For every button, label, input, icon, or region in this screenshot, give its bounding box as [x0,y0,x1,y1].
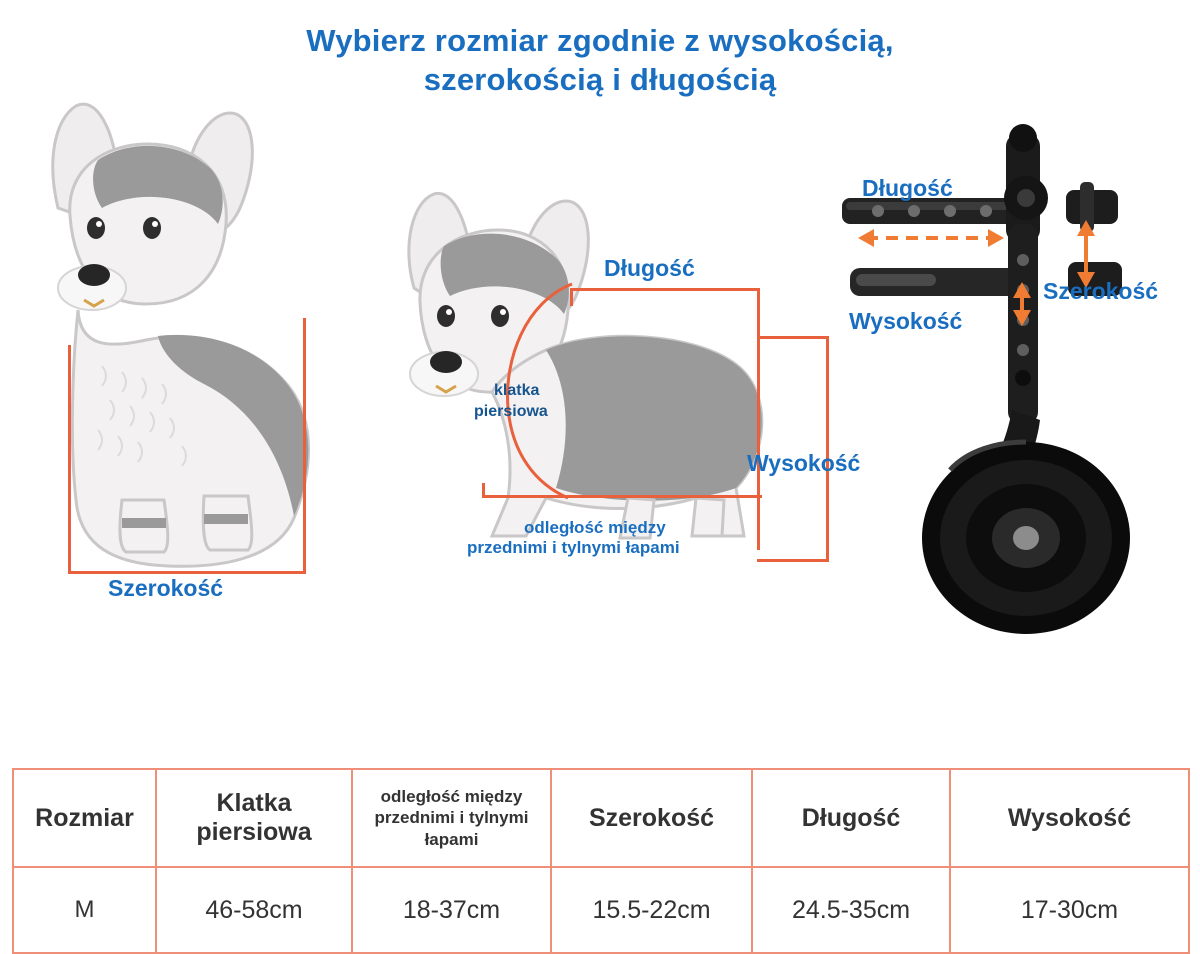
side-chest-label-line1: klatka [494,382,540,399]
paw-distance-line [482,495,762,498]
table-header-row [13,769,1189,867]
table-header-rozmiar: Rozmiar [13,769,156,867]
table-header-wysokosc: Wysokość [950,769,1189,867]
cell-szerokosc: 15.5-22cm [551,867,752,953]
front-width-label: Szerokość [108,575,224,601]
side-length-label: Długość [604,255,695,281]
cell-wysokosc: 17-30cm [950,867,1189,953]
side-height-right-tick [826,336,829,562]
cell-klatka-piersiowa: 46-58cm [156,867,352,953]
table-header-szerokosc: Szerokość [551,769,752,867]
paw-distance-label-line1: odległość między [524,518,666,537]
front-width-left-tick [68,345,71,573]
front-width-baseline [68,571,306,574]
cart-length-label: Długość [862,175,953,201]
front-width-right-tick [303,318,306,573]
cart-height-label: Wysokość [849,308,963,334]
table-header-odleglosc: odległość między przednimi i tylnymi łapami [352,769,551,867]
table-header-klatka-piersiowa: Klatka piersiowa [156,769,352,867]
size-table [12,768,1190,954]
table-row [13,867,1189,953]
size-table-wrapper [12,768,1188,954]
cell-rozmiar: M [13,867,156,953]
cell-odleglosc: 18-37cm [352,867,551,953]
side-length-line [570,288,760,291]
cart-width-label: Szerokość [1043,278,1159,304]
side-chest-label-line2: piersiowa [474,403,548,420]
paw-distance-label-line2: przednimi i tylnymi łapami [467,538,680,557]
cell-dlugosc: 24.5-35cm [752,867,950,953]
paw-distance-left-tick [482,483,485,497]
front-view-dog-illustration [18,48,338,568]
side-height-label: Wysokość [747,450,861,476]
page-title: Wybierz rozmiar zgodnie z wysokością, szerokością i długością [306,23,894,97]
side-height-bottom [757,559,829,562]
side-height-left-tick [757,288,760,550]
side-height-top [757,336,829,339]
table-header-dlugosc: Długość [752,769,950,867]
